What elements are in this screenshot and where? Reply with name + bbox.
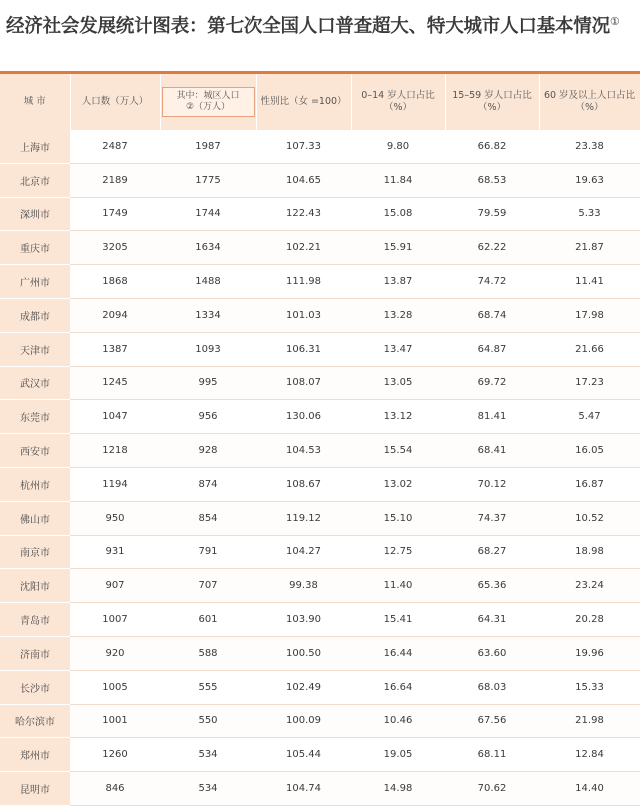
cell-age-60-plus: 18.98 [539,535,640,569]
cell-city: 青岛市 [0,603,70,637]
cell-population: 1001 [70,704,160,738]
cell-urban-population: 1775 [160,163,256,197]
cell-age-60-plus: 19.63 [539,163,640,197]
cell-population: 1007 [70,603,160,637]
cell-urban-population: 1987 [160,130,256,163]
cell-city: 杭州市 [0,467,70,501]
cell-population: 1387 [70,332,160,366]
cell-age-0-14: 13.05 [351,366,445,400]
cell-city: 长沙市 [0,670,70,704]
cell-age-15-59: 68.03 [445,670,539,704]
cell-urban-population: 1093 [160,332,256,366]
cell-population: 950 [70,501,160,535]
cell-city: 哈尔滨市 [0,704,70,738]
cell-urban-population: 555 [160,670,256,704]
cell-age-60-plus: 5.33 [539,197,640,231]
cell-age-0-14: 11.40 [351,569,445,603]
header-population: 人口数（万人） [70,74,160,130]
header-sex-ratio: 性别比（女 =100） [256,74,351,130]
table-row [0,130,640,163]
cell-age-0-14: 16.64 [351,670,445,704]
cell-city: 沈阳市 [0,569,70,603]
cell-sex-ratio: 108.67 [256,467,351,501]
cell-sex-ratio: 104.53 [256,434,351,468]
cell-age-15-59: 67.56 [445,704,539,738]
cell-age-0-14: 13.47 [351,332,445,366]
header-city: 城 市 [0,74,70,130]
table-row [0,467,640,501]
cell-urban-population: 956 [160,400,256,434]
urban-subheader: 其中：城区人口②（万人） [162,87,255,117]
cell-age-60-plus: 11.41 [539,265,640,299]
table-row [0,298,640,332]
cell-age-15-59: 63.60 [445,636,539,670]
table-row [0,231,640,265]
cell-sex-ratio: 102.21 [256,231,351,265]
cell-urban-population: 791 [160,535,256,569]
cell-urban-population: 995 [160,366,256,400]
cell-age-0-14: 16.44 [351,636,445,670]
table-row [0,772,640,806]
header-age-0-14: 0–14 岁人口占比（%） [351,74,445,130]
table-row [0,332,640,366]
cell-age-0-14: 15.08 [351,197,445,231]
cell-age-60-plus: 21.87 [539,231,640,265]
cell-population: 920 [70,636,160,670]
cell-sex-ratio: 102.49 [256,670,351,704]
cell-city: 郑州市 [0,738,70,772]
header-age-60-plus: 60 岁及以上人口占比（%） [539,74,640,130]
table-row [0,636,640,670]
cell-sex-ratio: 99.38 [256,569,351,603]
cell-sex-ratio: 108.07 [256,366,351,400]
cell-population: 1245 [70,366,160,400]
cell-age-15-59: 74.37 [445,501,539,535]
cell-age-15-59: 68.27 [445,535,539,569]
cell-age-0-14: 15.54 [351,434,445,468]
cell-age-0-14: 13.12 [351,400,445,434]
table-row [0,434,640,468]
cell-population: 846 [70,772,160,806]
cell-age-0-14: 9.80 [351,130,445,163]
cell-population: 1005 [70,670,160,704]
cell-age-15-59: 68.53 [445,163,539,197]
cell-city: 南京市 [0,535,70,569]
cell-age-0-14: 11.84 [351,163,445,197]
cell-sex-ratio: 100.50 [256,636,351,670]
cell-city: 深圳市 [0,197,70,231]
cell-age-0-14: 13.87 [351,265,445,299]
table-header [0,74,640,130]
cell-city: 佛山市 [0,501,70,535]
cell-urban-population: 854 [160,501,256,535]
cell-age-15-59: 70.12 [445,467,539,501]
cell-age-15-59: 64.31 [445,603,539,637]
table-row [0,197,640,231]
cell-age-60-plus: 12.84 [539,738,640,772]
population-table [0,74,640,806]
cell-urban-population: 588 [160,636,256,670]
cell-age-0-14: 13.28 [351,298,445,332]
cell-age-15-59: 66.82 [445,130,539,163]
cell-urban-population: 1634 [160,231,256,265]
cell-urban-population: 1744 [160,197,256,231]
title-text: 经济社会发展统计图表：第七次全国人口普查超大、特大城市人口基本情况 [6,16,610,37]
cell-city: 天津市 [0,332,70,366]
cell-age-15-59: 68.74 [445,298,539,332]
cell-sex-ratio: 105.44 [256,738,351,772]
cell-population: 1218 [70,434,160,468]
cell-urban-population: 534 [160,738,256,772]
page-title [6,12,636,48]
table-row [0,163,640,197]
table-row [0,501,640,535]
cell-city: 西安市 [0,434,70,468]
cell-age-15-59: 74.72 [445,265,539,299]
cell-age-0-14: 14.98 [351,772,445,806]
cell-age-15-59: 81.41 [445,400,539,434]
table-row [0,603,640,637]
cell-population: 907 [70,569,160,603]
cell-sex-ratio: 104.74 [256,772,351,806]
title-footnote-mark: ① [609,14,620,28]
cell-urban-population: 1488 [160,265,256,299]
cell-age-60-plus: 15.33 [539,670,640,704]
cell-sex-ratio: 107.33 [256,130,351,163]
cell-age-15-59: 68.41 [445,434,539,468]
cell-age-15-59: 64.87 [445,332,539,366]
cell-age-0-14: 19.05 [351,738,445,772]
table-row [0,400,640,434]
cell-age-0-14: 10.46 [351,704,445,738]
cell-age-15-59: 69.72 [445,366,539,400]
cell-age-60-plus: 14.40 [539,772,640,806]
cell-age-60-plus: 23.38 [539,130,640,163]
cell-age-0-14: 15.41 [351,603,445,637]
cell-sex-ratio: 100.09 [256,704,351,738]
cell-population: 1260 [70,738,160,772]
cell-age-60-plus: 16.05 [539,434,640,468]
table-row [0,569,640,603]
cell-sex-ratio: 103.90 [256,603,351,637]
cell-age-60-plus: 5.47 [539,400,640,434]
cell-city: 上海市 [0,130,70,163]
cell-city: 济南市 [0,636,70,670]
cell-city: 北京市 [0,163,70,197]
table-row [0,535,640,569]
header-urban-population [160,74,256,130]
cell-population: 2487 [70,130,160,163]
cell-sex-ratio: 106.31 [256,332,351,366]
cell-population: 1868 [70,265,160,299]
cell-age-60-plus: 19.96 [539,636,640,670]
cell-sex-ratio: 122.43 [256,197,351,231]
cell-urban-population: 928 [160,434,256,468]
cell-sex-ratio: 104.65 [256,163,351,197]
cell-urban-population: 874 [160,467,256,501]
header-age-15-59: 15–59 岁人口占比（%） [445,74,539,130]
table-row [0,265,640,299]
cell-urban-population: 534 [160,772,256,806]
cell-urban-population: 550 [160,704,256,738]
cell-urban-population: 601 [160,603,256,637]
cell-age-60-plus: 10.52 [539,501,640,535]
cell-population: 3205 [70,231,160,265]
cell-sex-ratio: 104.27 [256,535,351,569]
cell-population: 1047 [70,400,160,434]
cell-age-0-14: 12.75 [351,535,445,569]
cell-sex-ratio: 101.03 [256,298,351,332]
cell-population: 2094 [70,298,160,332]
cell-city: 武汉市 [0,366,70,400]
cell-population: 1749 [70,197,160,231]
cell-age-15-59: 68.11 [445,738,539,772]
cell-age-60-plus: 17.23 [539,366,640,400]
cell-age-60-plus: 23.24 [539,569,640,603]
cell-age-60-plus: 16.87 [539,467,640,501]
cell-city: 东莞市 [0,400,70,434]
cell-age-0-14: 15.91 [351,231,445,265]
cell-urban-population: 1334 [160,298,256,332]
table-row [0,366,640,400]
cell-age-0-14: 13.02 [351,467,445,501]
cell-city: 昆明市 [0,772,70,806]
cell-age-15-59: 65.36 [445,569,539,603]
cell-age-15-59: 62.22 [445,231,539,265]
cell-city: 重庆市 [0,231,70,265]
table-row [0,704,640,738]
cell-population: 2189 [70,163,160,197]
cell-population: 931 [70,535,160,569]
cell-age-60-plus: 17.98 [539,298,640,332]
cell-age-15-59: 70.62 [445,772,539,806]
cell-age-60-plus: 21.98 [539,704,640,738]
cell-sex-ratio: 130.06 [256,400,351,434]
cell-population: 1194 [70,467,160,501]
cell-sex-ratio: 111.98 [256,265,351,299]
cell-city: 成都市 [0,298,70,332]
table-row [0,738,640,772]
cell-age-15-59: 79.59 [445,197,539,231]
cell-age-60-plus: 20.28 [539,603,640,637]
table-row [0,670,640,704]
cell-age-60-plus: 21.66 [539,332,640,366]
cell-sex-ratio: 119.12 [256,501,351,535]
cell-age-0-14: 15.10 [351,501,445,535]
cell-urban-population: 707 [160,569,256,603]
table-body [0,130,640,805]
cell-city: 广州市 [0,265,70,299]
